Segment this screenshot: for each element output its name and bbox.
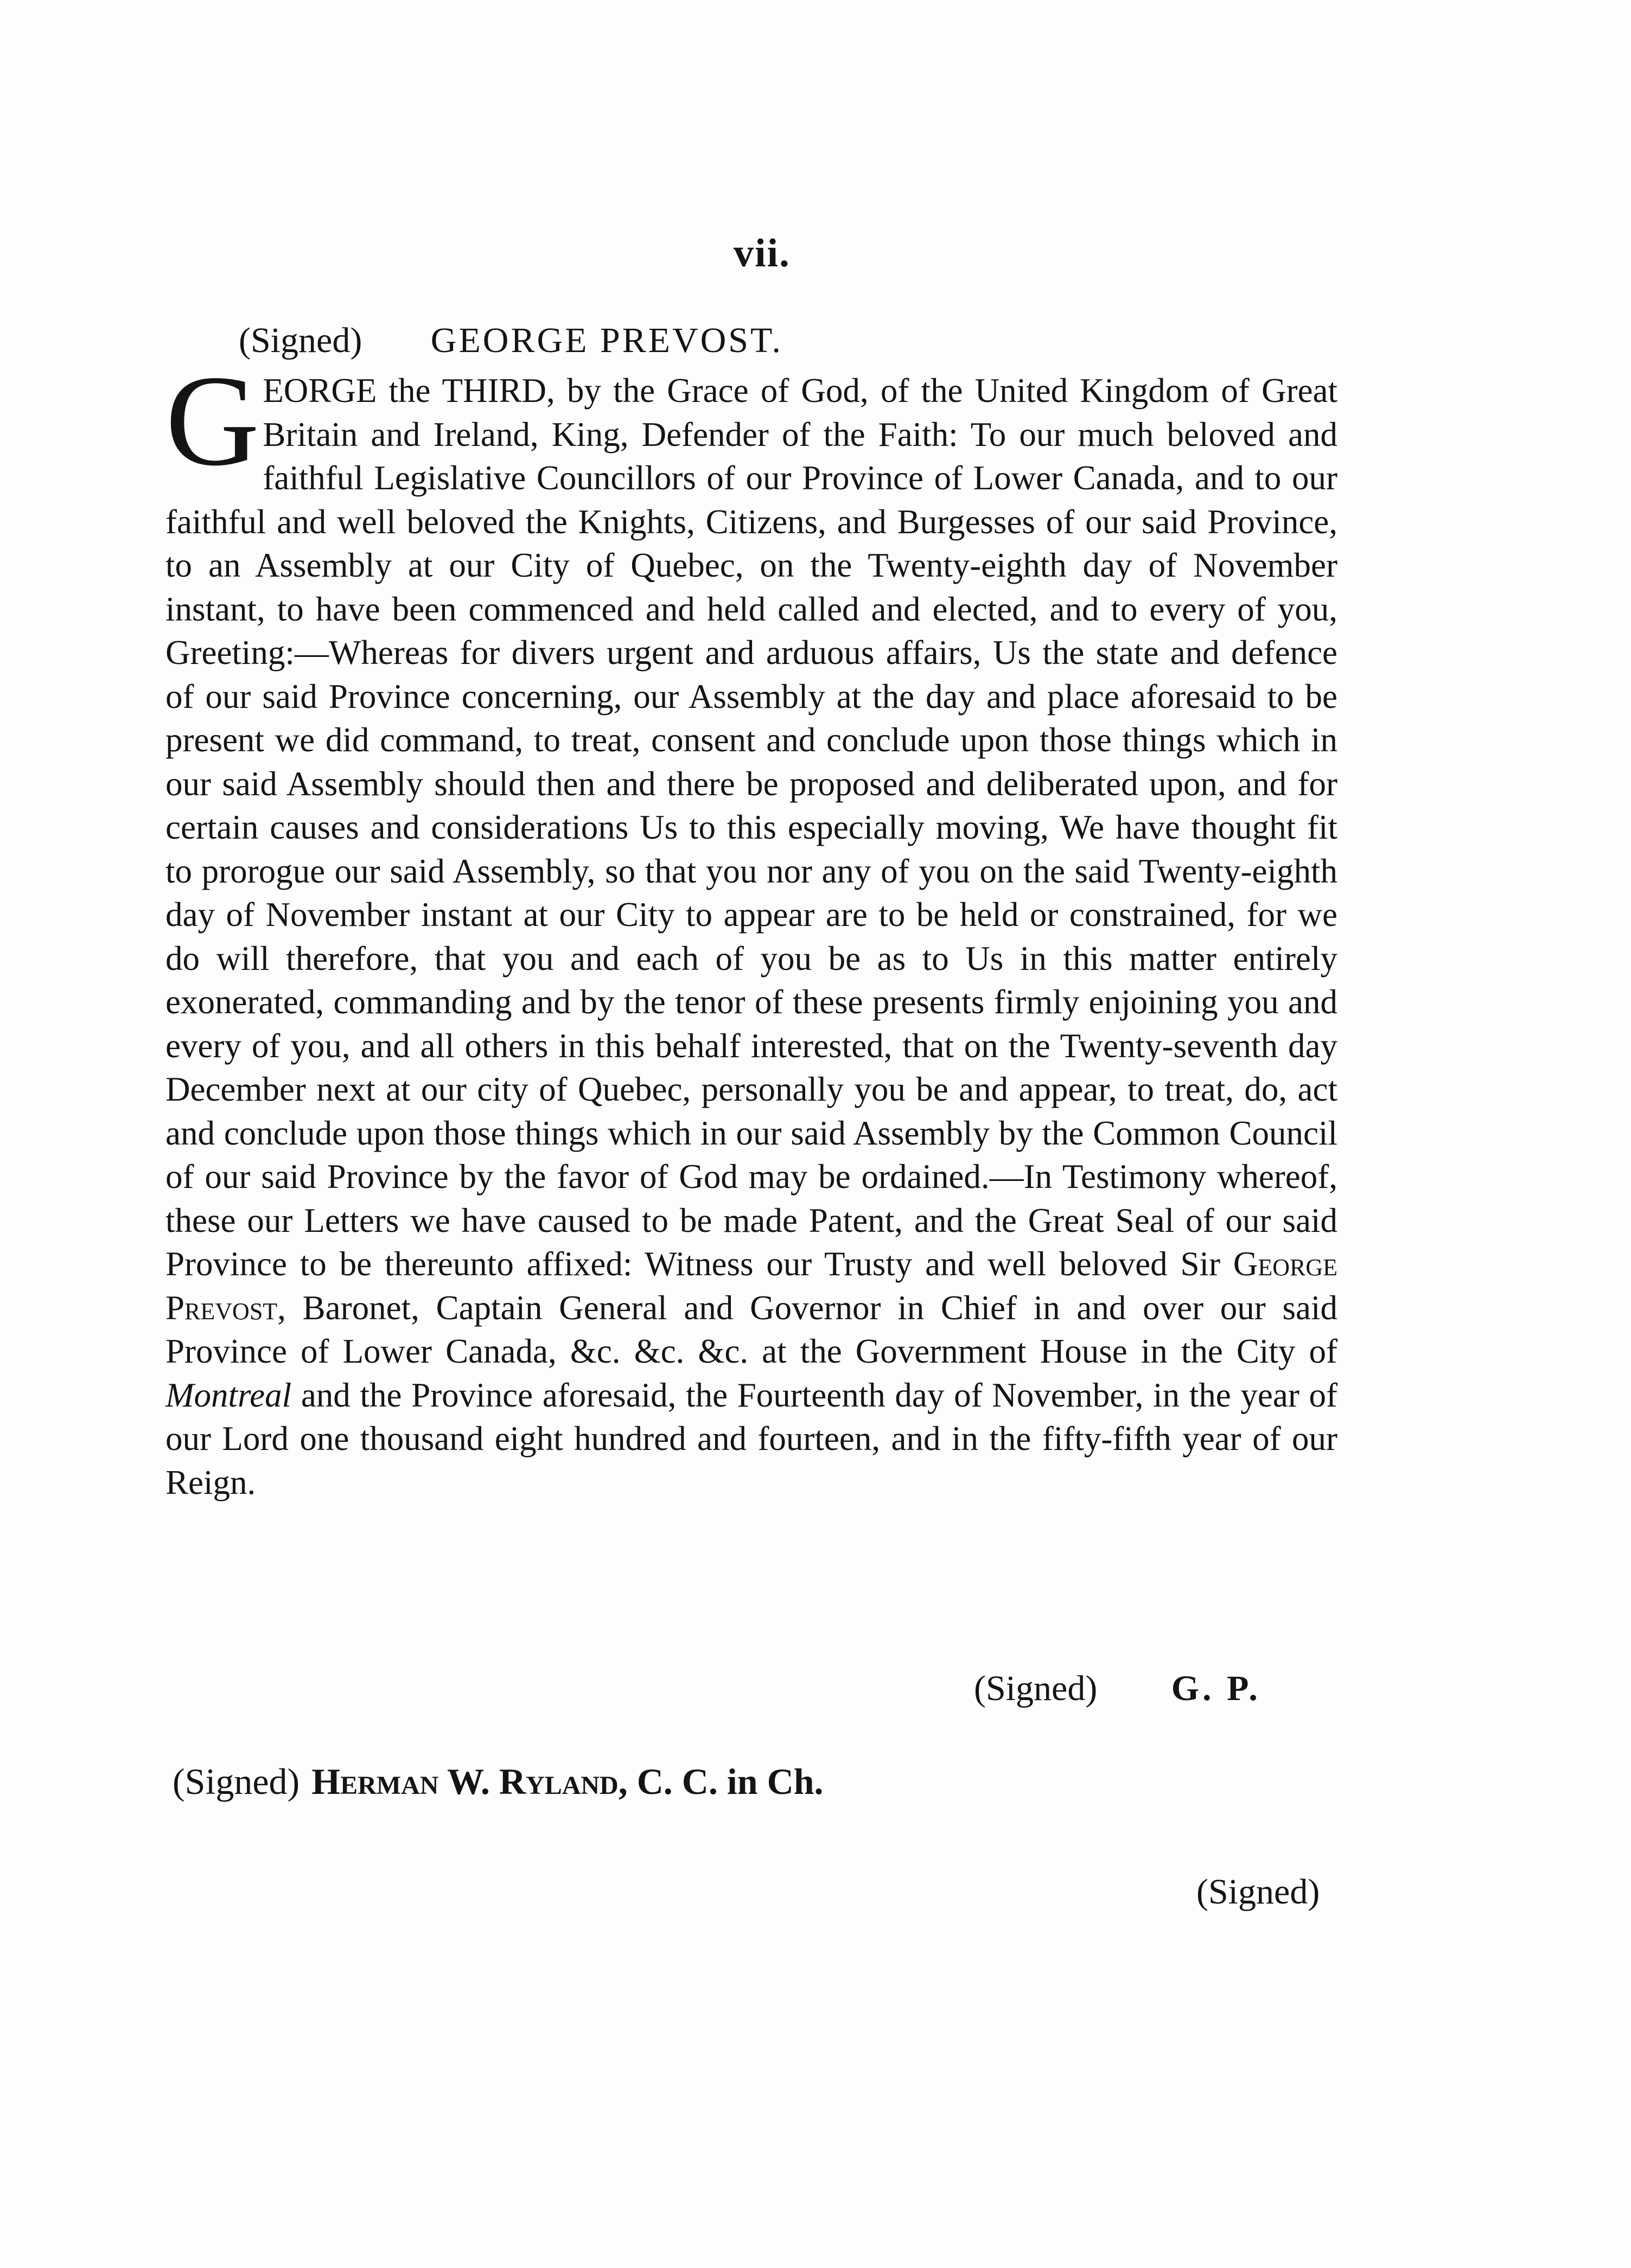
signature-ryland-title: , C. C. in Ch. — [618, 1761, 824, 1802]
body-text-part-2: , Baronet, Captain General and Governor in Chief in and over our said Province of Lower Canada, &c. &c. &c. at the Government House in the City of — [165, 1288, 1337, 1370]
drop-cap: G — [165, 348, 260, 493]
top-signature-label: (Signed) — [239, 321, 362, 360]
body-text-part-3: and the Province aforesaid, the Fourteenth day of November, in the year of our Lord one thousand eight hundred and fourteen, and in the fifty-fifth year of our Reign. — [165, 1376, 1337, 1502]
proclamation-text — [165, 348, 1338, 1504]
page-number: vii. — [734, 231, 791, 276]
top-signature-name: GEORGE PREVOST. — [430, 321, 783, 360]
catchword: (Signed) — [1196, 1872, 1320, 1912]
signature-gp — [974, 1668, 1261, 1709]
signature-gp-initials: G. P. — [1171, 1669, 1261, 1708]
name-george-prevost: George Prevost — [165, 1245, 1338, 1327]
signature-ryland-label: (Signed) — [173, 1761, 300, 1802]
signature-ryland — [173, 1760, 824, 1803]
body-text-part-1: EORGE the THIRD, by the Grace of God, of the United Kingdom of Great Britain and Ireland, King, Defender of the Faith: To our much beloved and faithful Legislative Councillors of our Province of Lower Canada, and to our faithful and well beloved the Knights, Citizens, and Burgesses of our said Province, to an Assembly at our City of Quebec, on the Twenty-eighth day of November instant, to have been commenced and held called and elected, and to every of you, Greeting:—Whereas for divers urgent and arduous affairs, Us the state and defence of our said Province concerning, our Assembly at the day and place aforesaid to be present we did command, to treat, consent and conclude upon those things which in our said Assembly should then and there be proposed and deliberated upon, and for certain causes and considerations Us to this especially moving, We have thought fit to prorogue our said Assembly, so that you nor any of you on the said Twenty-eighth day of November instant at our City to appear are to be held or constrained, for we do will therefore, that you and each of you be as to Us in this matter entirely exonerated, commanding and by the tenor of these presents firmly enjoining you and every of you, and all others in this behalf interested, that on the Twenty-seventh day December next at our city of Quebec, personally you be and appear, to treat, do, act and conclude upon those things which in our said Assembly by the Common Council of our said Province by the favor of God may be ordained.—In Testimony whereof, these our Letters we have caused to be made Patent, and the Great Seal of our said Province to be thereunto affixed: Witness our Trusty and well beloved Sir — [165, 372, 1337, 1283]
signature-ryland-name: Herman W. Ryland — [311, 1761, 619, 1802]
place-montreal: Montreal — [165, 1376, 292, 1414]
top-signature — [239, 320, 783, 361]
signature-gp-label: (Signed) — [974, 1669, 1098, 1708]
proclamation-paragraph — [165, 348, 1338, 1504]
